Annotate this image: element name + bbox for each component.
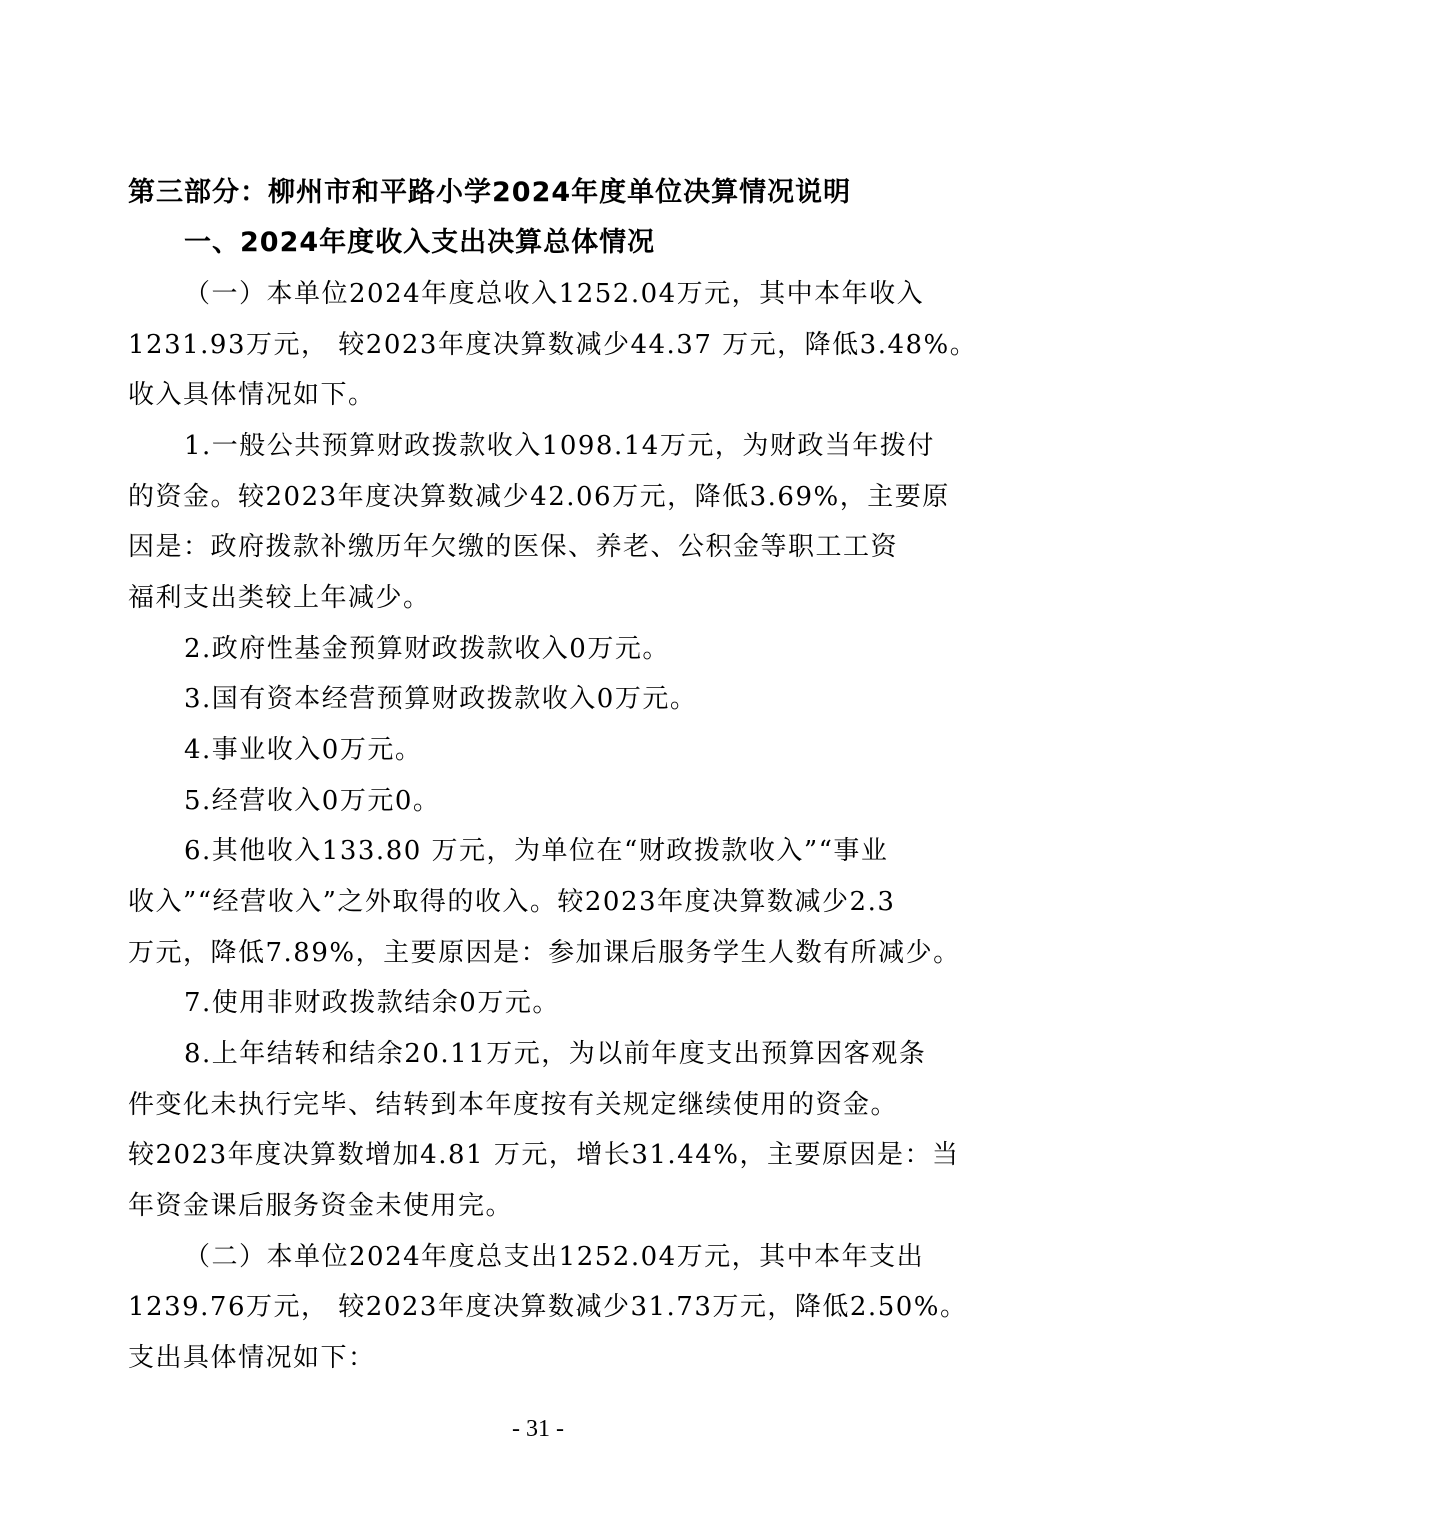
- text-line: 支出具体情况如下：: [128, 1343, 376, 1373]
- text-line: 万元，降低7.89%，主要原因是：参加课后服务学生人数有所减少。: [128, 938, 961, 968]
- text-line: 1239.76万元， 较2023年度决算数减少31.73万元，降低2.50%。: [128, 1292, 968, 1322]
- text-line: 6.其他收入133.80 万元，为单位在“财政拨款收入”“事业: [184, 836, 889, 866]
- text-line: 年资金课后服务资金未使用完。: [128, 1191, 514, 1221]
- text-line: 7.使用非财政拨款结余0万元。: [184, 988, 560, 1018]
- text-line: 件变化未执行完毕、结转到本年度按有关规定继续使用的资金。: [128, 1090, 899, 1120]
- text-line: 1.一般公共预算财政拨款收入1098.14万元，为财政当年拨付: [184, 431, 935, 461]
- text-line: 4.事业收入0万元。: [184, 735, 423, 765]
- page-number: - 31 -: [512, 1416, 564, 1442]
- text-line: 5.经营收入0万元0。: [184, 786, 441, 816]
- text-line: 因是：政府拨款补缴历年欠缴的医保、养老、公积金等职工工资: [128, 532, 899, 562]
- text-line: 2.政府性基金预算财政拨款收入0万元。: [184, 634, 670, 664]
- text-line: 较2023年度决算数增加4.81 万元，增长31.44%，主要原因是：当: [128, 1140, 960, 1170]
- section-title: 第三部分：柳州市和平路小学2024年度单位决算情况说明: [128, 177, 852, 208]
- text-line: 8.上年结转和结余20.11万元，为以前年度支出预算因客观条: [184, 1039, 927, 1069]
- text-line: 1231.93万元， 较2023年度决算数减少44.37 万元，降低3.48%。: [128, 330, 978, 360]
- subheading-income-expenditure-overview: 一、2024年度收入支出决算总体情况: [184, 227, 656, 258]
- text-line: （一）本单位2024年度总收入1252.04万元，其中本年收入: [184, 279, 925, 309]
- text-line: 福利支出类较上年减少。: [128, 583, 431, 613]
- text-line: 3.国有资本经营预算财政拨款收入0万元。: [184, 684, 698, 714]
- text-line: 收入”“经营收入”之外取得的收入。较2023年度决算数减少2.3: [128, 887, 896, 917]
- text-line: （二）本单位2024年度总支出1252.04万元，其中本年支出: [184, 1242, 925, 1272]
- text-line: 的资金。较2023年度决算数减少42.06万元，降低3.69%，主要原: [128, 482, 950, 512]
- text-line: 收入具体情况如下。: [128, 380, 376, 410]
